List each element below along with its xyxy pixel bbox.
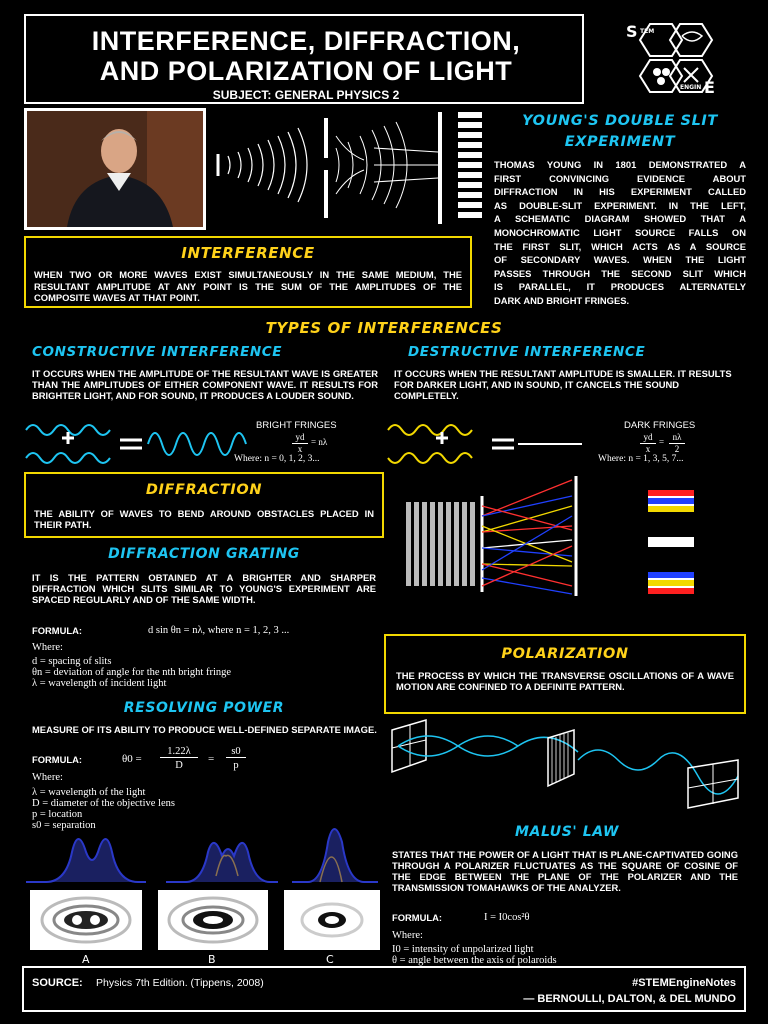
title-line-2: AND POLARIZATION OF LIGHT [99,56,513,86]
young-line: MONOCHROMATIC LIGHT SOURCE FALLS ON [494,226,746,238]
logo-letter-e: E [704,78,715,97]
young-line: DARK AND BRIGHT FRINGES. [494,294,630,306]
resolving-var: D = diameter of the objective lens [32,798,175,809]
label-b: B [208,953,216,966]
resolving-eq-num2: s0 [226,746,246,758]
types-title: TYPES OF INTERFERENCES [265,319,503,337]
malus-formula-label: FORMULA: [392,912,442,923]
diffraction-title: DIFFRACTION [145,482,263,498]
young-line: DIFFRACTION IN HIS EXPERIMENT CALLED [494,186,746,198]
logo-stem-text: TEM [640,28,655,35]
polarization-diagram [388,716,744,816]
constructive-wave-diagram [24,418,254,474]
logo-engin-text: ENGIN [680,84,702,91]
grating-formula-label: FORMULA: [32,625,82,636]
source-text: Physics 7th Edition. (Tippens, 2008) [96,977,264,989]
stem-engine-logo [610,18,740,100]
constructive-eq-num: yd [292,432,308,444]
malus-var: θ = angle between the axis of polaroids [392,955,557,966]
grating-var: λ = wavelength of incident light [32,678,167,689]
interference-text: WHEN TWO OR MORE WAVES EXIST SIMULTANEOUSLY IN THE SAME MEDIUM, THE RESULTANT AMPLITUDE AT ANY POINT IS THE SUM OF THE AMPLITUDES OF THE COMPOSITE WAVES AT THAT POINT. [34,269,462,303]
young-line: IS PARALLEL, IT PRODUCES ALTERNATELY [494,281,746,293]
grating-var: d = spacing of slits [32,656,112,667]
diffraction-text: THE ABILITY OF WAVES TO BEND AROUND OBSTACLES PLACED IN THEIR PATH. [34,508,374,530]
resolving-eq-den1: D [175,760,183,771]
footer-box [22,966,746,1012]
destructive-eq-num: yd [640,432,656,444]
resolving-peaks-diagram [26,812,378,884]
interference-box [24,236,472,308]
diffraction-grating-diagram [402,466,602,598]
destructive-where: Where: n = 1, 3, 5, 7... [598,454,684,464]
young-line: THE FIRST SLIT, WHICH ACTS AS A SOURCE [494,240,746,252]
malus-formula: I = I0cos²θ [484,912,530,923]
resolving-var: p = location [32,809,83,820]
young-line: A SCHEMATIC DIAGRAM SHOWED THAT A [494,213,746,225]
resolving-var: s0 = separation [32,820,96,831]
bright-fringes-label: BRIGHT FRINGES [256,420,337,431]
hashtag: #STEMEngineNotes [632,977,736,989]
young-line: AS DOUBLE-SLIT EXPERIMENT. IN THE LEFT, [494,199,746,211]
label-c: C [326,953,334,966]
title-box [24,14,584,104]
label-a: A [82,953,90,966]
spectrum-bar-top [648,490,694,512]
resolving-formula-label: FORMULA: [32,754,82,765]
portrait-image [27,111,203,227]
interference-title: INTERFERENCE [181,244,315,262]
young-line: OF SECONDARY WAVES. WHEN THE LIGHT [494,254,746,266]
resolving-var: λ = wavelength of the light [32,787,146,798]
dark-fringes-label: DARK FRINGES [624,420,696,431]
thomas-young-portrait [24,108,206,230]
resolving-image-b [158,890,268,950]
double-slit-diagram [214,108,486,228]
spectrum-bar-bottom [648,572,694,594]
resolving-title: RESOLVING POWER [123,700,285,716]
constructive-title: CONSTRUCTIVE INTERFERENCE [32,344,283,360]
resolving-eq-num1: 1.22λ [160,746,198,758]
young-line: PASSES THROUGH THE SECOND SLIT WHICH [494,267,746,279]
diffraction-box [24,472,384,538]
resolving-eq-den2: p [233,760,239,771]
young-title-line-2: EXPERIMENT [564,134,676,150]
grating-title: DIFFRACTION GRATING [108,546,300,562]
resolving-text: MEASURE OF ITS ABILITY TO PRODUCE WELL-DEFINED SEPARATE IMAGE. [32,724,377,735]
resolving-where: Where: [32,772,63,783]
malus-where: Where: [392,930,423,941]
constructive-text: IT OCCURS WHEN THE AMPLITUDE OF THE RESULTANT WAVE IS GREATER THAN THE AMPLITUDES OF EITHER COMPONENT WAVE. IT RESULTS FOR BRIGHTER LIGHT, AND FOR SOUND, IT PRODUCES A LOUDER SOUND. [32,368,378,401]
authors: — BERNOULLI, DALTON, & DEL MUNDO [523,993,736,1005]
polarization-text: THE PROCESS BY WHICH THE TRANSVERSE OSCILLATIONS OF A WAVE MOTION ARE CONFINED TO A DEFINITE PATTERN. [396,670,734,692]
resolving-eq-mid: = [208,753,215,765]
destructive-eq-rhs-den: 2 [674,444,680,454]
resolving-image-a [30,890,142,950]
destructive-text: IT OCCURS WHEN THE RESULTANT AMPLITUDE IS SMALLER. IT RESULTS FOR DARKER LIGHT, AND IN SOUND, IT CANCELS THE SOUND COMPLETELY. [394,368,732,401]
grating-where: Where: [32,642,63,653]
malus-title: MALUS' LAW [515,824,619,840]
constructive-eq-den: x [297,444,303,454]
resolving-eq-lhs: θ0 = [122,753,142,765]
resolving-image-c [284,890,380,950]
subject-label: SUBJECT: GENERAL PHYSICS 2 [212,88,400,102]
destructive-title: DESTRUCTIVE INTERFERENCE [408,344,646,360]
young-text [494,158,746,308]
white-bar [648,537,694,547]
young-line: THOMAS YOUNG IN 1801 DEMONSTRATED A [494,159,746,170]
young-title-line-1: YOUNG'S DOUBLE SLIT [522,113,718,129]
destructive-eq-den: x [645,444,651,454]
logo-letter-s: S [626,22,638,41]
source-label: SOURCE: [32,977,83,989]
constructive-eq-rhs: = nλ [311,437,328,447]
malus-text: STATES THAT THE POWER OF A LIGHT THAT IS PLANE-CAPTIVATED GOING THROUGH A POLARIZER FLUCTUATES AS THE SQUARE OF COSINE OF THE EDGE BETWEEN THE PLANE OF THE POLARIZER AND THE TRANSMISSION TOMAHAWKS OF THE ANALYZER. [392,849,738,893]
young-line: FIRST CONVINCING EVIDENCE ABOUT [494,172,746,184]
grating-formula: d sin θn = nλ, where n = 1, 2, 3 ... [148,625,290,636]
grating-text: IT IS THE PATTERN OBTAINED AT A BRIGHTER AND SHARPER DIFFRACTION WHICH SLITS SIMILAR TO YOUNG'S EXPERIMENT ARE SPACED REGULARLY AND OF THE SAME WIDTH. [32,572,376,605]
destructive-eq-eq: = [659,437,665,447]
polarization-title: POLARIZATION [501,646,629,662]
destructive-eq-rhs-num: nλ [669,432,685,444]
malus-var: I0 = intensity of unpolarized light [392,944,534,955]
grating-var: θn = deviation of angle for the nth bright fringe [32,667,232,678]
title-line-1: INTERFERENCE, DIFFRACTION, [91,26,521,56]
constructive-where: Where: n = 0, 1, 2, 3... [234,454,320,464]
polarization-box [384,634,746,714]
